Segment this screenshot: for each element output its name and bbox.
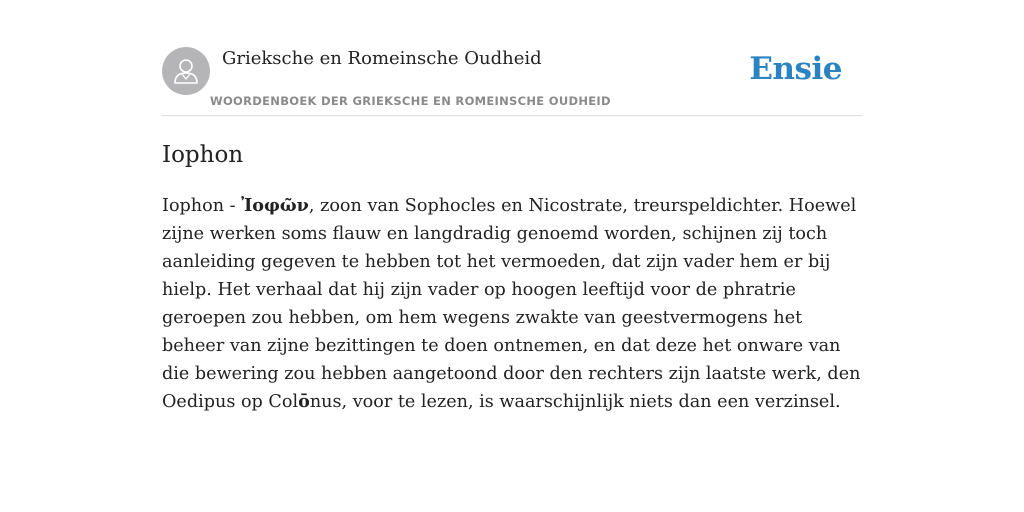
dictionary-subtitle: WOORDENBOEK DER GRIEKSCHE EN ROMEINSCHE OUDHEID xyxy=(210,94,611,108)
entry-lemma: Iophon xyxy=(162,196,225,216)
entry-text-part1: , zoon van Sophocles en Nicostrate, treurspeldichter. Hoewel zijne werken soms flauw en langdradig genoemd worden, schijnen zij toch aanleiding gegeven te hebben tot het vermoeden, dat zijn vader hem er bij hielp. Het verhaal dat hij zijn vader op hoogen leeftijd voor de phratrie geroepen zou hebben, om hem wegens zwakte van geestvermogens het beheer van zijne bezittingen te doen ontnemen, en dat deze het onware van die bewering zou hebben aangetoond door den rechters zijn laatste werk, den Oedipus op Col xyxy=(162,196,861,412)
entry-dash: - xyxy=(224,196,242,216)
entry-greek-name: Ἰοφῶν xyxy=(241,195,309,216)
dictionary-title[interactable]: Grieksche en Romeinsche Oudheid xyxy=(222,48,542,69)
user-silhouette-icon xyxy=(173,57,199,85)
page-container xyxy=(162,0,862,512)
entry-title: Iophon xyxy=(162,142,244,168)
entry-text-part2: nus, voor te lezen, is waarschijnlijk niets dan een verzinsel. xyxy=(309,392,841,412)
avatar[interactable] xyxy=(162,47,210,95)
entry-body xyxy=(162,192,862,416)
dictionary-header xyxy=(162,0,862,116)
ensie-logo[interactable]: Ensie xyxy=(749,51,842,87)
entry-long-vowel: ō xyxy=(298,391,310,412)
